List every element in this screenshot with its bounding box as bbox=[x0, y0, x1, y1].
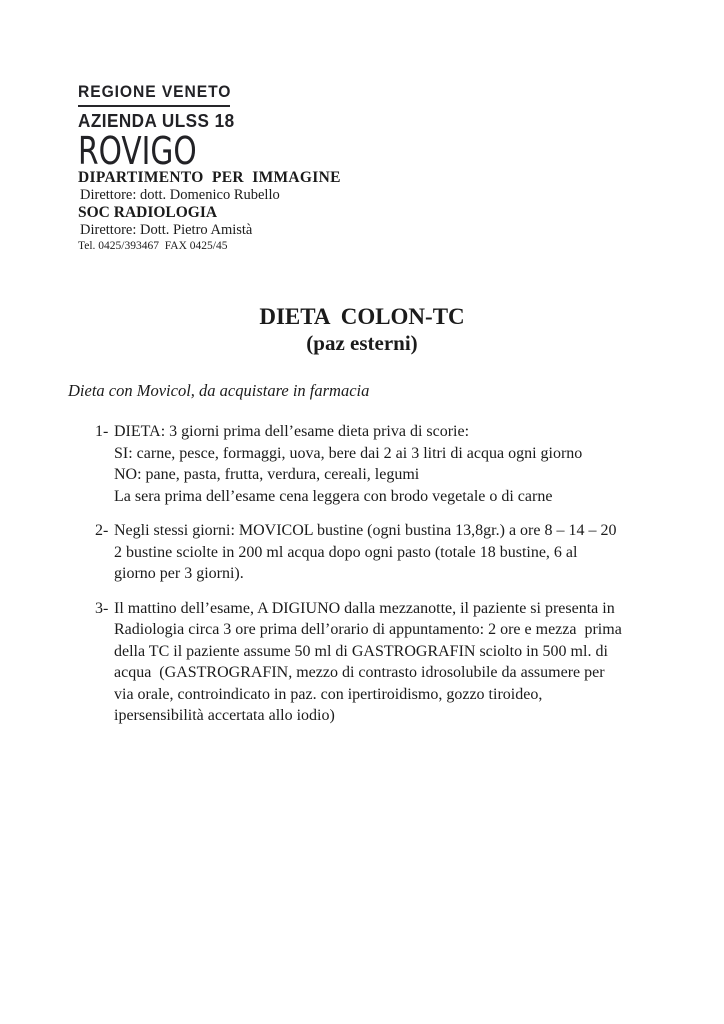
list-item-number: 3- bbox=[95, 599, 109, 617]
list-item-line: NO: pane, pasta, frutta, verdura, cereali, legumi bbox=[114, 466, 420, 483]
intro-line: Dieta con Movicol, da acquistare in farmacia bbox=[68, 381, 370, 400]
letterhead-department: DIPARTIMENTO PER IMMAGINE bbox=[78, 169, 341, 186]
letterhead-department-director: Direttore: dott. Domenico Rubello bbox=[80, 187, 280, 203]
list-item-line: Negli stessi giorni: MOVICOL bustine (ogni bustina 13,8gr.) a ore 8 – 14 – 20 bbox=[114, 522, 617, 539]
list-item-line: La sera prima dell’esame cena leggera con brodo vegetale o di carne bbox=[114, 487, 553, 505]
letterhead-azienda: AZIENDA ULSS 18 bbox=[78, 111, 235, 131]
list-item-line: giorno per 3 giorni). bbox=[114, 565, 244, 582]
letterhead-city-logo: ROVIGO bbox=[78, 129, 197, 173]
list-item bbox=[95, 421, 640, 507]
list-item-number: 2- bbox=[95, 522, 109, 539]
list-item-line: DIETA: 3 giorni prima dell’esame dieta priva di scorie: bbox=[114, 423, 470, 440]
document-subtitle: (paz esterni) bbox=[306, 331, 418, 355]
list-item-line: ipersensibilità accertata allo iodio) bbox=[114, 707, 335, 724]
letterhead bbox=[78, 82, 341, 252]
document-title: DIETA COLON-TC bbox=[259, 304, 465, 329]
list-item bbox=[95, 520, 640, 585]
list-item-number: 1- bbox=[95, 423, 109, 440]
list-item-line: Radiologia circa 3 ore prima dell’orario di appuntamento: 2 ore e mezza prima bbox=[114, 621, 622, 638]
list-item-line: SI: carne, pesce, formaggi, uova, bere dai 2 ai 3 litri di acqua ogni giorno bbox=[114, 444, 583, 462]
instruction-list bbox=[95, 421, 640, 740]
letterhead-unit-director: Direttore: Dott. Pietro Amistà bbox=[80, 222, 253, 238]
letterhead-region: REGIONE VENETO bbox=[78, 82, 232, 101]
letterhead-unit: SOC RADIOLOGIA bbox=[78, 204, 218, 221]
list-item-line: acqua (GASTROGRAFIN, mezzo di contrasto idrosolubile da assumere per bbox=[114, 664, 605, 681]
list-item bbox=[95, 598, 640, 727]
list-item-line: via orale, controindicato in paz. con ipertiroidismo, gozzo tiroideo, bbox=[114, 685, 543, 703]
list-item-line: Il mattino dell’esame, A DIGIUNO dalla mezzanotte, il paziente si presenta in bbox=[114, 599, 615, 617]
list-item-line: della TC il paziente assume 50 ml di GASTROGRAFIN sciolto in 500 ml. di bbox=[114, 642, 608, 660]
letterhead-contact: Tel. 0425/393467 FAX 0425/45 bbox=[78, 240, 228, 252]
title-block bbox=[0, 303, 724, 356]
letterhead-divider bbox=[78, 105, 230, 107]
list-item-line: 2 bustine sciolte in 200 ml acqua dopo ogni pasto (totale 18 bustine, 6 al bbox=[114, 543, 578, 561]
